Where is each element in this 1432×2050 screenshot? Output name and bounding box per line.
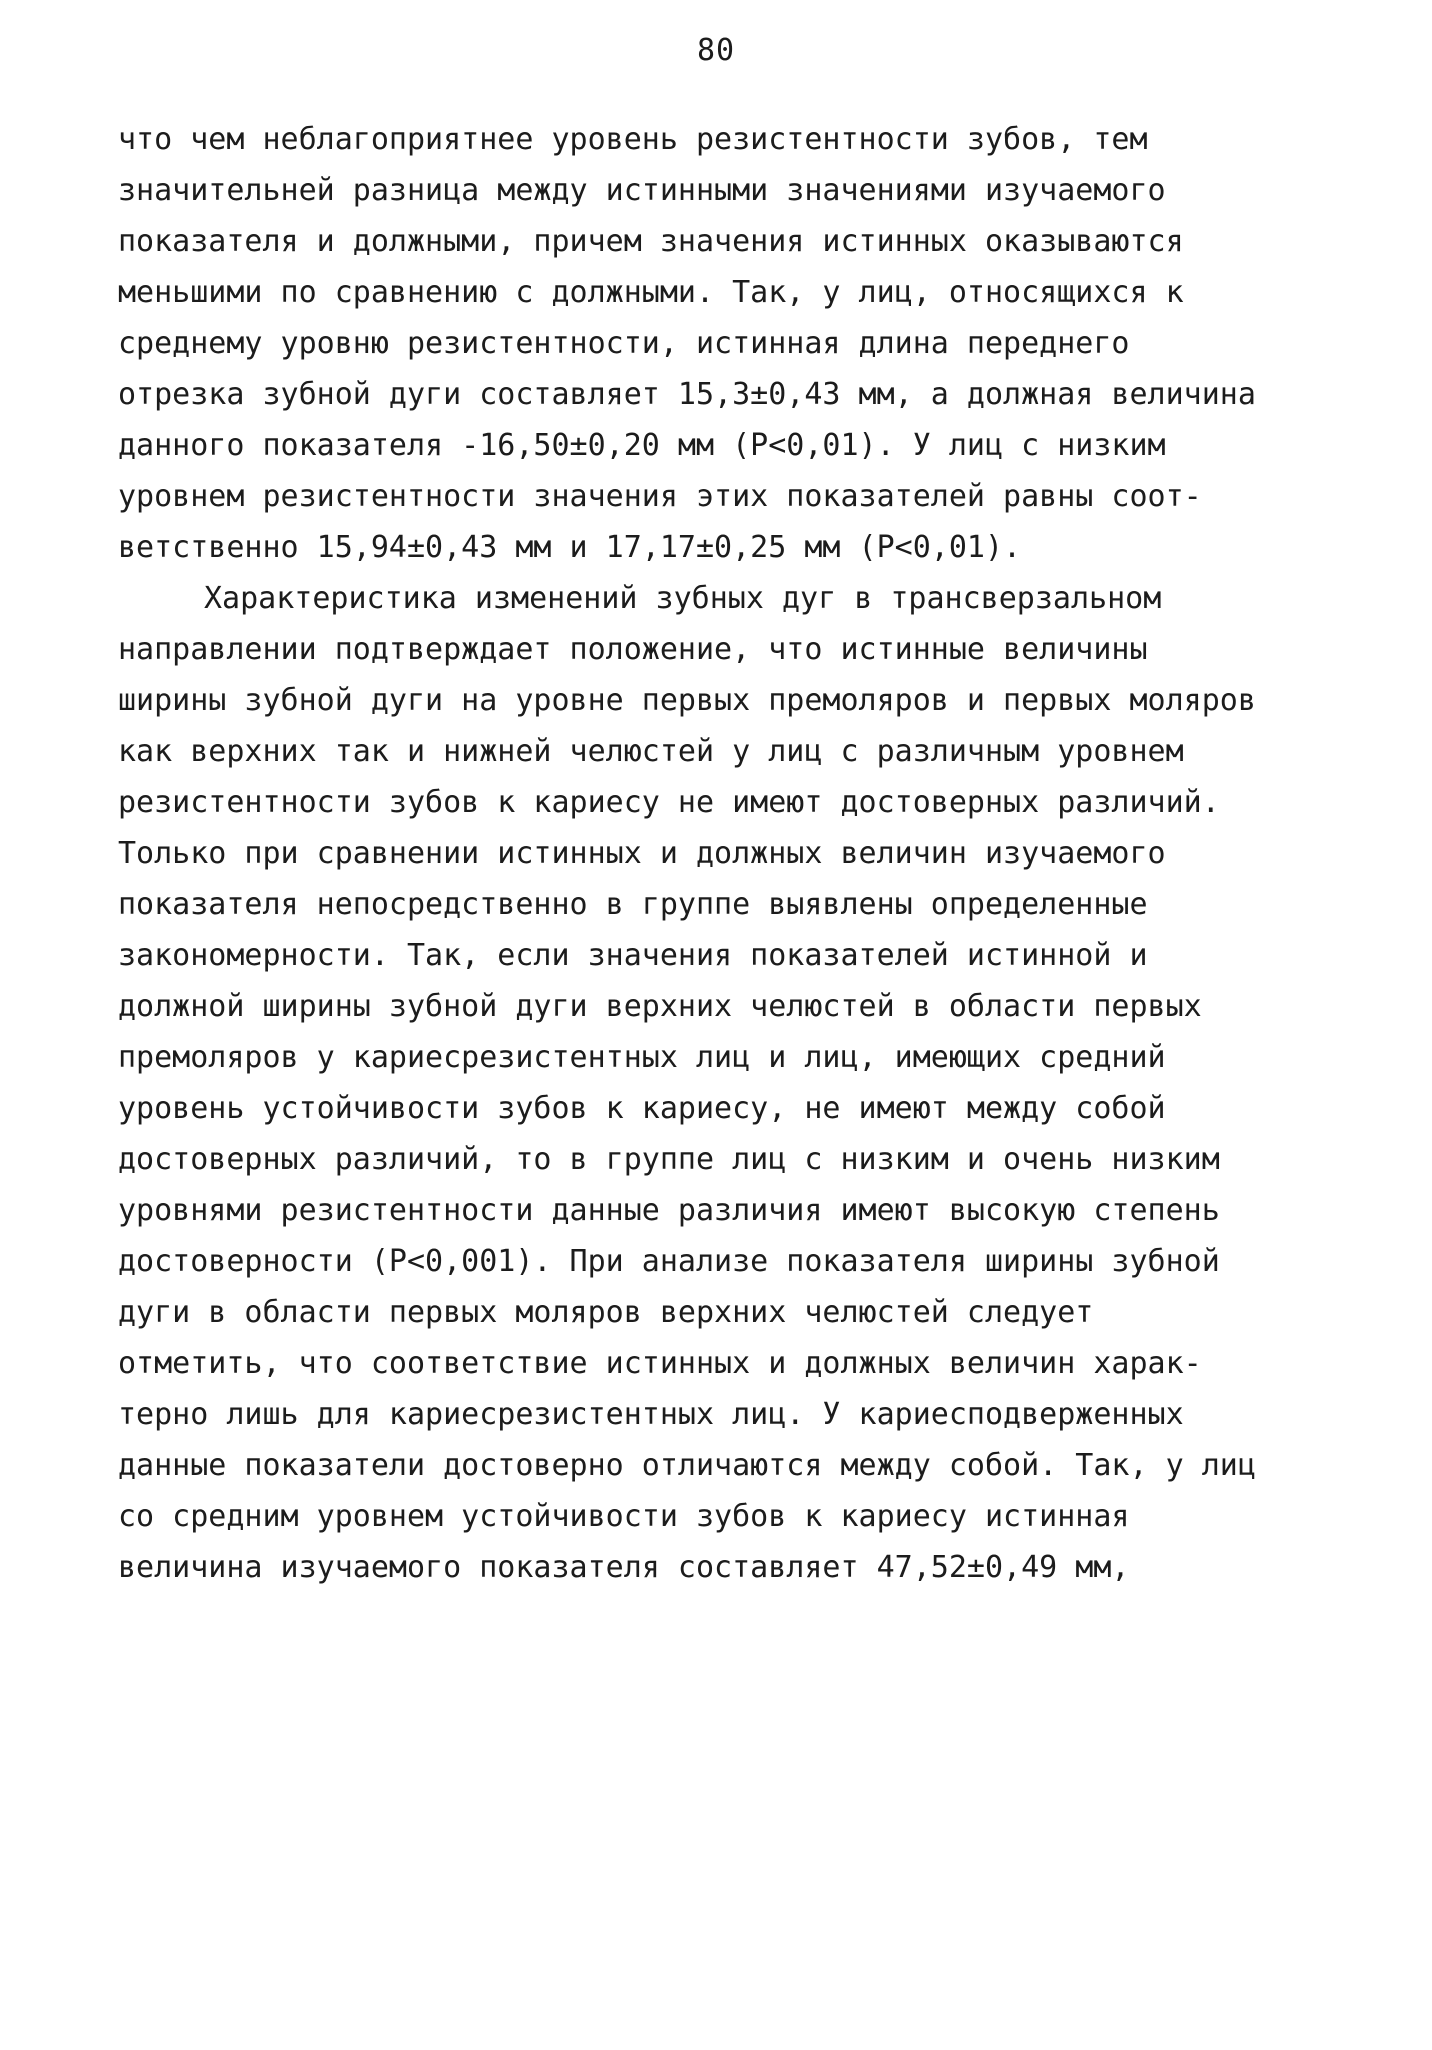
text-line: показателя и должными, причем значения истинных оказываются: [118, 224, 1184, 259]
text-line: направлении подтверждает положение, что истинные величины: [118, 632, 1148, 667]
text-line: значительней разница между истинными значениями изучаемого: [118, 173, 1166, 208]
text-line: ширины зубной дуги на уровне первых премоляров и первых моляров: [118, 683, 1256, 718]
text-line: показателя непосредственно в группе выявлены определенные: [118, 887, 1148, 922]
text-line: премоляров у кариесрезистентных лиц и лиц, имеющих средний: [118, 1040, 1166, 1075]
text-line: уровнем резистентности значения этих показателей равны соот-: [118, 479, 1202, 514]
text-line: отметить, что соответствие истинных и должных величин харак-: [118, 1346, 1202, 1381]
text-line: должной ширины зубной дуги верхних челюстей в области первых: [118, 989, 1202, 1024]
text-line: уровнями резистентности данные различия имеют высокую степень: [118, 1193, 1220, 1228]
text-line: терно лишь для кариесрезистентных лиц. У кариесподверженных: [118, 1397, 1184, 1432]
text-line: достоверных различий, то в группе лиц с низким и очень низким: [118, 1142, 1220, 1177]
text-line: дуги в области первых моляров верхних челюстей следует: [118, 1295, 1094, 1330]
text-line: отрезка зубной дуги составляет 15,3±0,43 мм, а должная величина: [118, 377, 1256, 412]
text-line: уровень устойчивости зубов к кариесу, не имеют между собой: [118, 1091, 1166, 1126]
text-line: со средним уровнем устойчивости зубов к кариесу истинная: [118, 1499, 1130, 1534]
text-line: закономерности. Так, если значения показателей истинной и: [118, 938, 1148, 973]
text-line: среднему уровню резистентности, истинная длина переднего: [118, 326, 1130, 361]
text-line: данного показателя -16,50±0,20 мм (Р<0,01). У лиц с низким: [118, 428, 1166, 463]
text-line: что чем неблагоприятнее уровень резистентности зубов, тем: [118, 122, 1148, 157]
text-line: данные показатели достоверно отличаются между собой. Так, у лиц: [118, 1448, 1256, 1483]
text-line: Только при сравнении истинных и должных величин изучаемого: [118, 836, 1166, 871]
text-line: меньшими по сравнению с должными. Так, у лиц, относящихся к: [118, 275, 1184, 310]
text-line: ветственно 15,94±0,43 мм и 17,17±0,25 мм (Р<0,01).: [118, 530, 1022, 565]
text-line: Характеристика изменений зубных дуг в трансверзальном: [204, 581, 1162, 616]
text-line: как верхних так и нижней челюстей у лиц с различным уровнем: [118, 734, 1184, 769]
text-line: величина изучаемого показателя составляет 47,52±0,49 мм,: [118, 1550, 1130, 1585]
text-line: достоверности (Р<0,001). При анализе показателя ширины зубной: [118, 1244, 1220, 1279]
page-number: 80: [696, 33, 736, 68]
text-line: резистентности зубов к кариесу не имеют достоверных различий.: [118, 785, 1220, 820]
